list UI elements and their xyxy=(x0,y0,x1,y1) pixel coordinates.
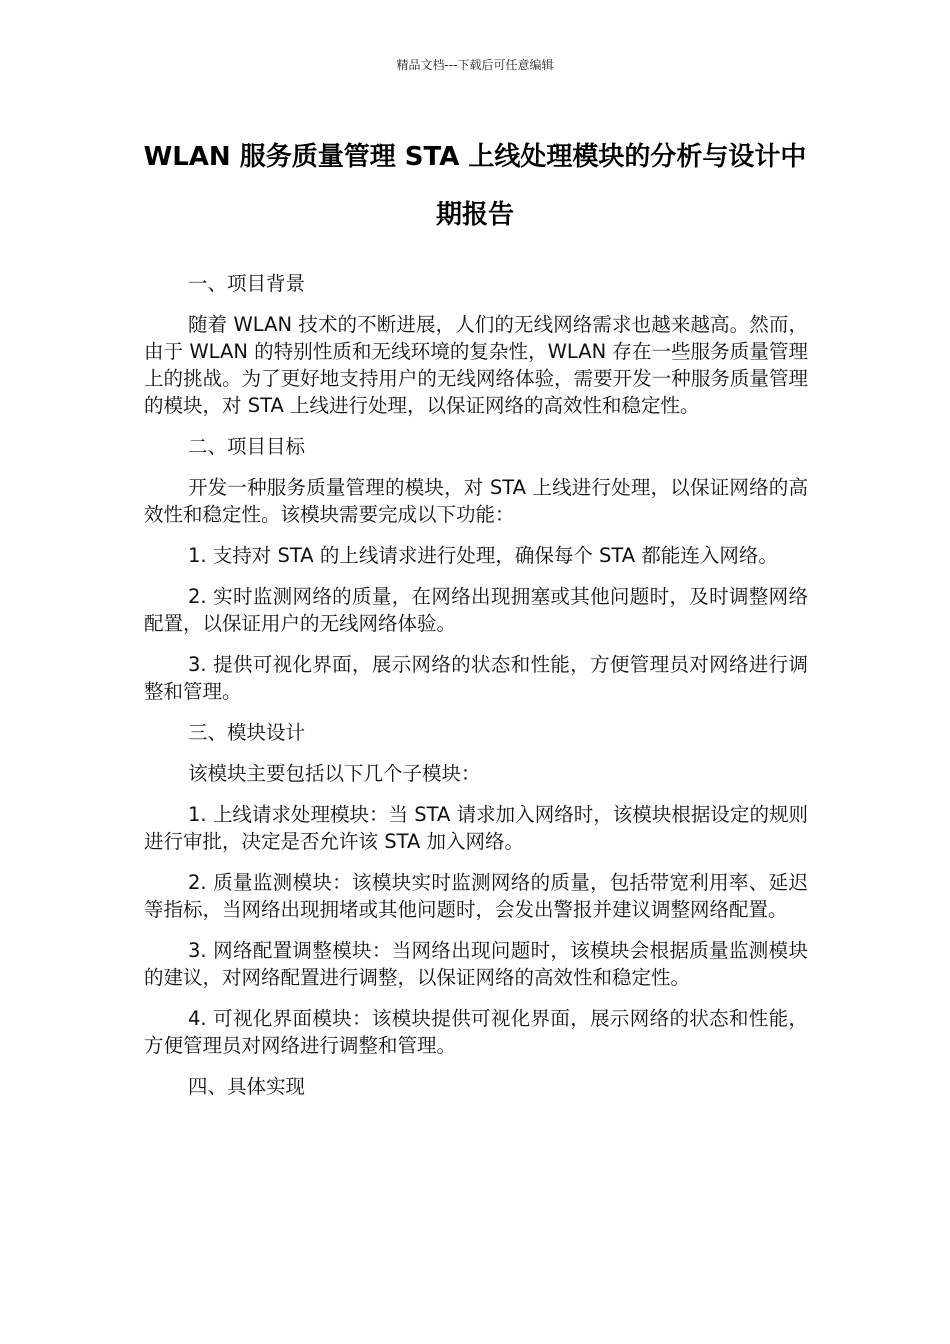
goal-item-3: 3. 提供可视化界面，展示网络的状态和性能，方便管理员对网络进行调整和管理。 xyxy=(144,653,808,703)
paragraph-background: 随着 WLAN 技术的不断进展，人们的无线网络需求也越来越高。然而，由于 WLAN 的特别性质和无线环境的复杂性，WLAN 存在一些服务质量管理上的挑战。为了更好地支持用户的无线网络体验，需要开发一种服务质量管理的模块，对 STA 上线进行处理，以保证网络的高效性和稳定性。 xyxy=(144,313,808,417)
section-heading-implementation: 四、具体实现 xyxy=(188,1075,306,1098)
paragraph-goals: 开发一种服务质量管理的模块，对 STA 上线进行处理，以保证网络的高效性和稳定性。该模块需要完成以下功能： xyxy=(144,476,808,526)
document-title: WLAN 服务质量管理 STA 上线处理模块的分析与设计中期报告 xyxy=(143,142,807,230)
section-heading-goals: 二、项目目标 xyxy=(188,435,306,458)
paragraph-design-intro: 该模块主要包括以下几个子模块： xyxy=(188,762,481,785)
design-item-2: 2. 质量监测模块：该模块实时监测网络的质量，包括带宽利用率、延迟等指标，当网络出现拥堵或其他问题时，会发出警报并建议调整网络配置。 xyxy=(144,871,808,921)
section-heading-background: 一、项目背景 xyxy=(188,272,306,295)
design-item-3: 3. 网络配置调整模块：当网络出现问题时，该模块会根据质量监测模块的建议，对网络配置进行调整，以保证网络的高效性和稳定性。 xyxy=(144,939,808,989)
design-item-1: 1. 上线请求处理模块：当 STA 请求加入网络时，该模块根据设定的规则进行审批，决定是否允许该 STA 加入网络。 xyxy=(144,803,808,853)
design-item-4: 4. 可视化界面模块：该模块提供可视化界面，展示网络的状态和性能，方便管理员对网络进行调整和管理。 xyxy=(144,1007,808,1057)
header-note: 精品文档---下载后可任意编辑 xyxy=(396,58,554,72)
section-heading-design: 三、模块设计 xyxy=(188,721,306,744)
goal-item-2: 2. 实时监测网络的质量，在网络出现拥塞或其他问题时，及时调整网络配置，以保证用户的无线网络体验。 xyxy=(144,585,808,635)
document-body xyxy=(144,270,808,1114)
goal-item-1: 1. 支持对 STA 的上线请求进行处理，确保每个 STA 都能连入网络。 xyxy=(188,544,778,567)
